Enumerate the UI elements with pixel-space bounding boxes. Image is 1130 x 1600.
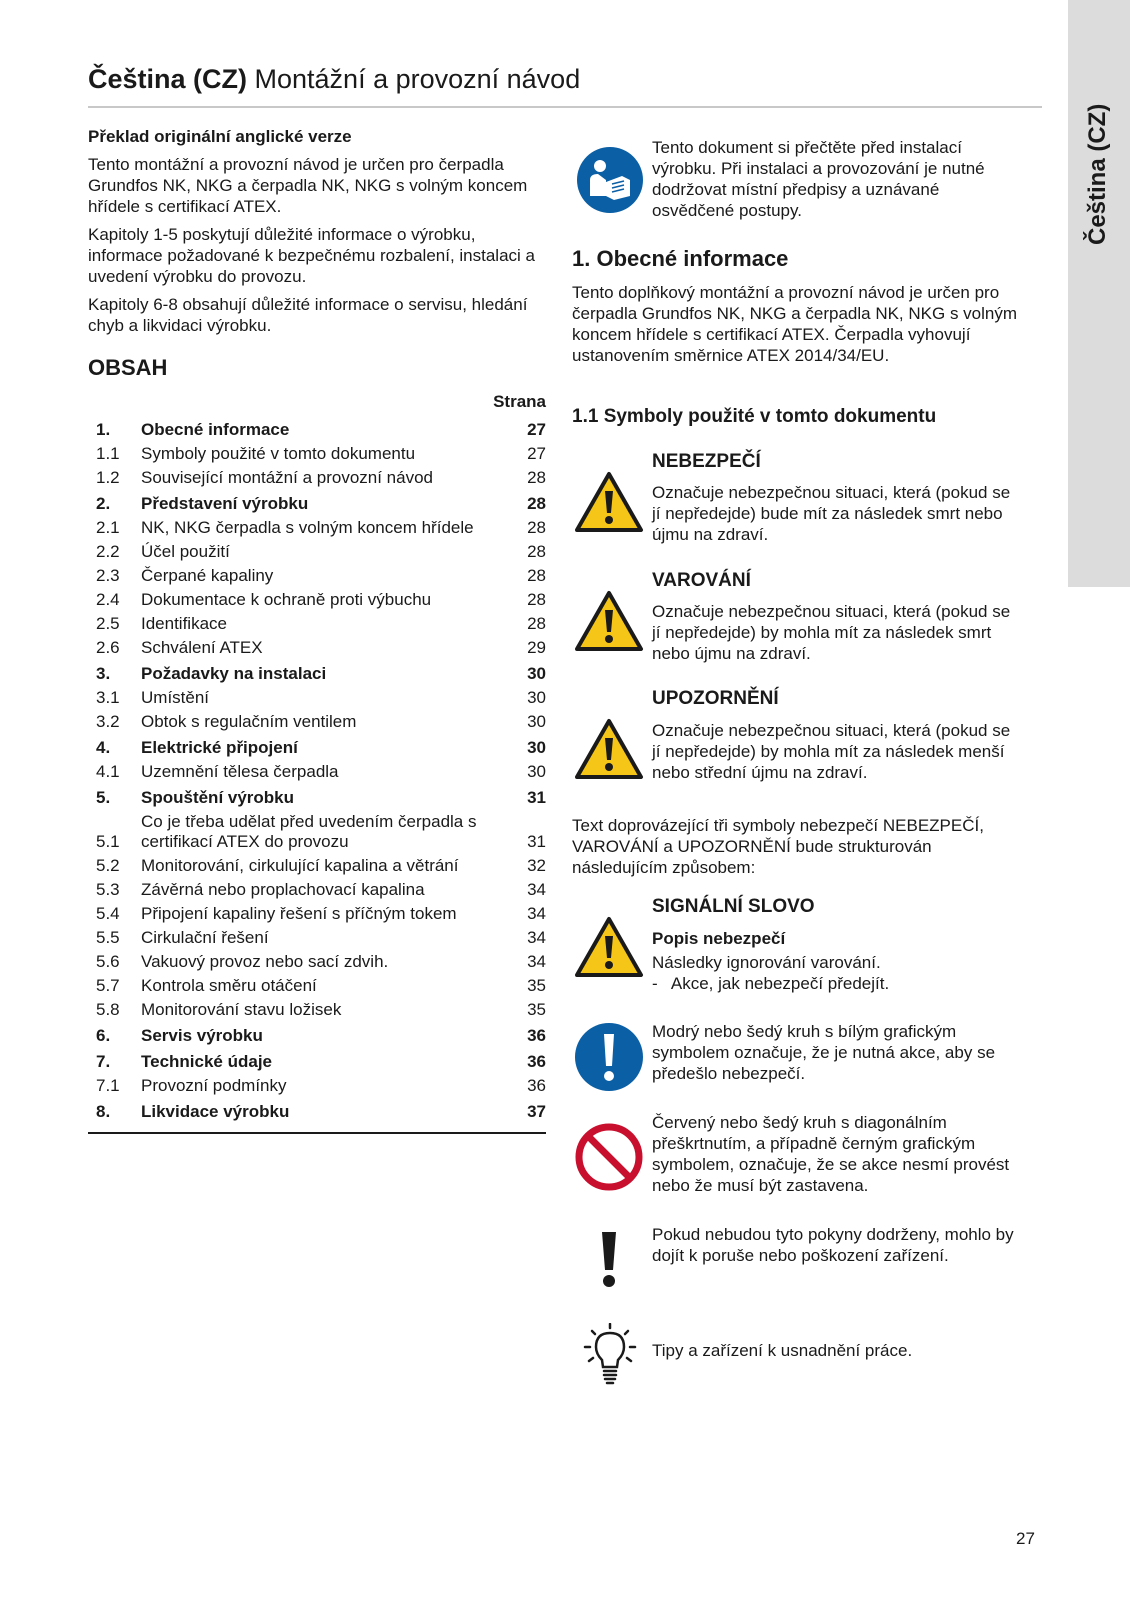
toc-page: 30 xyxy=(527,762,546,781)
toc-number: 1. xyxy=(96,420,111,439)
toc-label: Spouštění výrobku xyxy=(141,788,295,807)
toc-chapter-row xyxy=(88,494,546,514)
toc-label: Identifikace xyxy=(141,614,227,633)
toc-row xyxy=(88,976,546,996)
toc-label: Požadavky na instalaci xyxy=(141,664,327,683)
intro-paragraph-2: Kapitoly 1-5 poskytují důležité informace o výrobku, informace požadované k bezpečnému rozbalení, instalaci a uvedení výrobku do provozu. xyxy=(88,225,535,286)
toc-number: 1.2 xyxy=(96,468,120,487)
toc-page: 30 xyxy=(527,738,546,757)
toc-number: 7.1 xyxy=(96,1076,120,1095)
toc-number: 2.4 xyxy=(96,590,120,609)
toc-number: 3.1 xyxy=(96,688,120,707)
section-1-title: 1. Obecné informace xyxy=(572,246,789,271)
toc-page: 27 xyxy=(527,444,546,463)
section-1-1-title: 1.1 Symboly použité v tomto dokumentu xyxy=(572,406,937,427)
toc-page: 28 xyxy=(527,590,546,609)
warning-text: Označuje nebezpečnou situaci, která (pokud se jí nepředejde) by mohla mít za následek smrt nebo újmu na zdraví. xyxy=(652,602,1011,663)
toc-label: Servis výrobku xyxy=(141,1026,263,1045)
toc-number: 1.1 xyxy=(96,444,120,463)
structure-text: Text doprovázející tři symboly nebezpečí NEBEZPEČÍ, VAROVÁNÍ a UPOZORNĚNÍ bude strukturován následujícím způsobem: xyxy=(572,816,984,877)
toc-label: Symboly použité v tomto dokumentu xyxy=(141,444,416,463)
signal-word-example: SIGNÁLNÍ SLOVO xyxy=(652,896,815,917)
toc-row xyxy=(88,638,546,658)
toc-page: 31 xyxy=(527,788,546,807)
toc-page: 36 xyxy=(527,1026,546,1045)
toc-label: Monitorování stavu ložisek xyxy=(141,1000,342,1019)
title-divider xyxy=(88,106,1042,108)
toc-page: 28 xyxy=(527,542,546,561)
toc-page-column-header: Strana xyxy=(493,392,546,411)
toc-label: Související montážní a provozní návod xyxy=(141,468,433,487)
intro-section xyxy=(88,126,548,343)
toc-page: 34 xyxy=(527,904,546,923)
toc-number: 2.1 xyxy=(96,518,120,537)
section-1-text: Tento doplňkový montážní a provozní návod je určen pro čerpadla Grundfos NK, NKG a čerpadla NK, NKG s volným koncem hřídele s certifikací ATEX. Čerpadla vyhovují ustanovením směrnice ATEX 2014/34/EU. xyxy=(572,283,1018,365)
toc-label: Cirkulační řešení xyxy=(141,928,269,947)
toc-row xyxy=(88,1000,546,1020)
toc-number: 2.2 xyxy=(96,542,120,561)
toc-chapter-row xyxy=(88,420,546,440)
toc-label: Představení výrobku xyxy=(141,494,309,513)
toc-row xyxy=(88,952,546,972)
toc-number: 5.2 xyxy=(96,856,120,875)
toc-number: 5. xyxy=(96,788,111,807)
toc-page: 34 xyxy=(527,928,546,947)
toc-number: 5.1 xyxy=(96,832,120,851)
toc-row xyxy=(88,542,546,562)
danger-signal-word: NEBEZPEČÍ xyxy=(652,451,761,472)
page-number: 27 xyxy=(1016,1529,1035,1548)
toc-page: 34 xyxy=(527,952,546,971)
toc-label: Provozní podmínky xyxy=(141,1076,287,1095)
page-title xyxy=(88,64,580,95)
toc-page: 30 xyxy=(527,712,546,731)
toc-chapter-row xyxy=(88,1052,546,1072)
side-tab-label: Čeština (CZ) xyxy=(1084,103,1111,245)
toc-page: 37 xyxy=(527,1102,546,1121)
read-document-notice: Tento dokument si přečtěte před instalací výrobku. Při instalaci a provozování je nutné dodržovat místní předpisy a uznávané osvědčené postupy. xyxy=(652,138,985,220)
toc-row xyxy=(88,444,546,464)
toc-row xyxy=(88,468,546,488)
toc-label: Závěrná nebo proplachovací kapalina xyxy=(141,880,425,899)
toc-page: 30 xyxy=(527,664,546,683)
tips-text: Tipy a zařízení k usnadnění práce. xyxy=(652,1341,913,1360)
toc-label: Uzemnění tělesa čerpadla xyxy=(141,762,339,781)
toc-page: 31 xyxy=(527,832,546,851)
toc-page: 36 xyxy=(527,1052,546,1071)
toc-number: 5.8 xyxy=(96,1000,120,1019)
toc-chapter-row xyxy=(88,1102,546,1122)
table-of-contents xyxy=(88,420,546,1134)
title-language: Čeština (CZ) xyxy=(88,64,248,94)
caution-text: Označuje nebezpečnou situaci, která (pokud se jí nepředejde) by mohla mít za následek menší nebo střední újmu na zdraví. xyxy=(652,721,1011,782)
toc-page: 28 xyxy=(527,494,546,513)
toc-number: 7. xyxy=(96,1052,111,1071)
title-text: Montážní a provozní návod xyxy=(247,64,581,94)
action-text: - Akce, jak nebezpečí předejít. xyxy=(652,974,890,993)
consequences-text: Následky ignorování varování. xyxy=(652,953,881,972)
toc-label: Obecné informace xyxy=(141,420,290,439)
toc-label: Čerpané kapaliny xyxy=(141,566,274,585)
toc-heading: OBSAH xyxy=(88,355,168,380)
toc-page: 30 xyxy=(527,688,546,707)
warning-signal-word: VAROVÁNÍ xyxy=(652,570,751,591)
read-manual-icon xyxy=(576,146,644,214)
toc-label: Umístění xyxy=(141,688,210,707)
lightbulb-icon xyxy=(582,1323,638,1387)
toc-row xyxy=(88,566,546,586)
toc-number: 5.3 xyxy=(96,880,120,899)
prohibition-icon xyxy=(574,1122,644,1192)
toc-number: 5.6 xyxy=(96,952,120,971)
toc-label: Technické údaje xyxy=(141,1052,273,1071)
warning-triangle-icon xyxy=(574,590,644,652)
toc-label: Obtok s regulačním ventilem xyxy=(141,712,357,731)
toc-label: Dokumentace k ochraně proti výbuchu xyxy=(141,590,432,609)
toc-page: 36 xyxy=(527,1076,546,1095)
danger-text: Označuje nebezpečnou situaci, která (pokud se jí nepředejde) bude mít za následek smrt nebo újmu na zdraví. xyxy=(652,483,1011,544)
intro-paragraph-1: Tento montážní a provozní návod je určen pro čerpadla Grundfos NK, NKG a čerpadla NK, NKG s volným koncem hřídele s certifikací ATEX. xyxy=(88,155,528,216)
toc-number: 2.5 xyxy=(96,614,120,633)
toc-row xyxy=(88,590,546,610)
warning-triangle-icon xyxy=(574,471,644,533)
warning-triangle-icon xyxy=(574,718,644,780)
toc-chapter-row xyxy=(88,788,546,808)
exclamation-icon xyxy=(594,1230,624,1290)
toc-label: Elektrické připojení xyxy=(141,738,298,757)
mandatory-action-icon xyxy=(574,1022,644,1092)
toc-number: 5.5 xyxy=(96,928,120,947)
toc-row xyxy=(88,1076,546,1096)
blue-circle-text: Modrý nebo šedý kruh s bílým grafickým symbolem označuje, že je nutná akce, aby se předešlo nebezpečí. xyxy=(652,1022,996,1083)
toc-row xyxy=(88,904,546,924)
toc-label: Kontrola směru otáčení xyxy=(141,976,317,995)
toc-row xyxy=(88,518,546,538)
toc-chapter-row xyxy=(88,1026,546,1046)
toc-row xyxy=(88,614,546,634)
toc-number: 4.1 xyxy=(96,762,120,781)
toc-page: 28 xyxy=(527,518,546,537)
toc-row xyxy=(88,762,546,782)
toc-label: Co je třeba udělat před uvedením čerpadla s certifikací ATEX do provozu xyxy=(141,812,477,851)
toc-row xyxy=(88,712,546,732)
toc-number: 3.2 xyxy=(96,712,120,731)
toc-label: Vakuový provoz nebo sací zdvih. xyxy=(141,952,389,971)
toc-number: 6. xyxy=(96,1026,111,1045)
toc-label: Monitorování, cirkulující kapalina a větrání xyxy=(141,856,459,875)
toc-number: 4. xyxy=(96,738,111,757)
toc-number: 3. xyxy=(96,664,111,683)
caution-signal-word: UPOZORNĚNÍ xyxy=(652,688,779,709)
toc-label: Připojení kapaliny řešení s příčným tokem xyxy=(141,904,457,923)
toc-number: 2.3 xyxy=(96,566,120,585)
exclamation-text: Pokud nebudou tyto pokyny dodrženy, mohlo by dojít k poruše nebo poškození zařízení. xyxy=(652,1225,1014,1265)
toc-chapter-row xyxy=(88,664,546,684)
toc-page: 29 xyxy=(527,638,546,657)
toc-number: 8. xyxy=(96,1102,111,1121)
toc-row xyxy=(88,856,546,876)
intro-heading: Překlad originální anglické verze xyxy=(88,127,352,146)
toc-label: NK, NKG čerpadla s volným koncem hřídele xyxy=(141,518,474,537)
toc-page: 27 xyxy=(527,420,546,439)
toc-page: 32 xyxy=(527,856,546,875)
warning-triangle-icon xyxy=(574,916,644,978)
toc-chapter-row xyxy=(88,738,546,758)
red-circle-text: Červený nebo šedý kruh s diagonálním přeškrtnutím, a případně černým grafickým symbolem, označuje, že se akce nesmí provést nebo že musí být zastavena. xyxy=(652,1113,1010,1195)
toc-row xyxy=(88,688,546,708)
hazard-description: Popis nebezpečí xyxy=(652,929,786,948)
toc-number: 5.7 xyxy=(96,976,120,995)
toc-page: 35 xyxy=(527,976,546,995)
toc-row xyxy=(88,928,546,948)
toc-label: Schválení ATEX xyxy=(141,638,263,657)
toc-label: Účel použití xyxy=(141,542,230,561)
toc-page: 28 xyxy=(527,566,546,585)
toc-page: 34 xyxy=(527,880,546,899)
toc-number: 2. xyxy=(96,494,111,513)
toc-number: 2.6 xyxy=(96,638,120,657)
toc-label: Likvidace výrobku xyxy=(141,1102,290,1121)
toc-page: 35 xyxy=(527,1000,546,1019)
toc-page: 28 xyxy=(527,614,546,633)
intro-paragraph-3: Kapitoly 6-8 obsahují důležité informace o servisu, hledání chyb a likvidaci výrobku. xyxy=(88,295,528,335)
toc-row xyxy=(88,880,546,900)
toc-number: 5.4 xyxy=(96,904,120,923)
toc-page: 28 xyxy=(527,468,546,487)
toc-row xyxy=(88,812,546,852)
side-tab xyxy=(1068,0,1130,587)
